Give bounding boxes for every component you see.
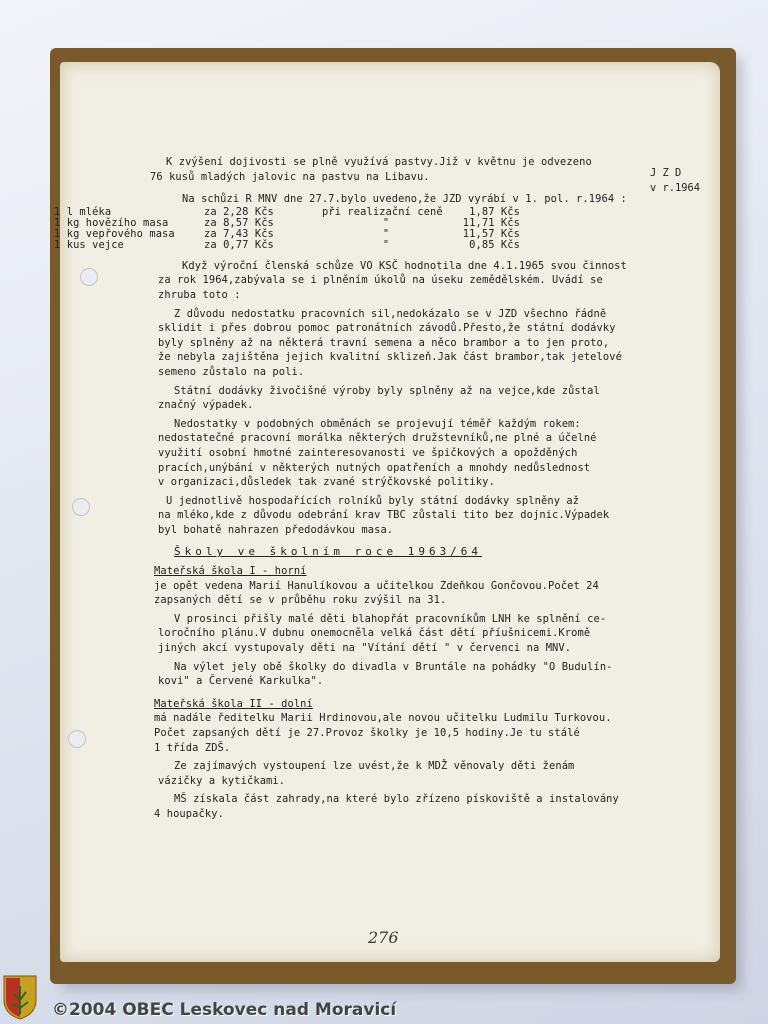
text-line: 1 třída ZDŠ. <box>154 741 231 754</box>
text-line: nedostatečné pracovní morálka některých družstevníků,ne plné a účelné <box>158 432 597 445</box>
typed-text <box>54 155 670 822</box>
text-line: vázičky a kytičkami. <box>158 774 286 787</box>
side-note-line: J Z D <box>650 167 682 179</box>
text-line: Nedostatky v podobných obměnách se projevují téměř každým rokem: <box>174 417 581 430</box>
text-line: Ze zajímavých vystoupení lze uvést,že k MDŽ věnovaly děti ženám <box>174 760 575 773</box>
price-table <box>54 207 520 251</box>
text-line: jiných akcí vystupovaly děti na "Vítání dětí " v červenci na MNV. <box>158 642 572 655</box>
copyright-footer: ©2004 OBEC Leskovec nad Moravicí <box>52 1000 397 1020</box>
punch-hole <box>72 498 90 516</box>
text-line: semeno zůstalo na poli. <box>158 365 305 378</box>
price-cell: za 2,28 Kčs <box>204 205 274 218</box>
price-row <box>54 240 520 251</box>
text-line: MŠ získala část zahrady,na které bylo zřízeno pískoviště a instalovány <box>174 793 619 806</box>
text-line: značný výpadek. <box>158 399 254 412</box>
text-line: Na výlet jely obě školky do divadla v Bruntále na pohádky "O Budulín- <box>174 660 613 673</box>
text-line: je opět vedena Marií Hanulíkovou a učitelkou Zdeňkou Gončovou.Počet 24 <box>154 579 599 592</box>
text-line: loročního plánu.V dubnu onemocněla velká část dětí příušnicemi.Kromě <box>158 627 591 640</box>
text-line: kovi" a Červené Karkulka". <box>158 675 324 688</box>
text-line: Když výroční členská schůze VO KSČ hodnotila dne 4.1.1965 svou činnost <box>182 259 627 272</box>
text-line: že nebyla zajištěna jejich kvalitní sklizeň.Jak část brambor,tak jetelové <box>158 351 622 364</box>
side-note-line: v r.1964 <box>650 181 701 194</box>
text-line: byly splněny až na některá travní semena a něco brambor a to jen proto, <box>158 336 610 349</box>
coat-of-arms-icon <box>2 974 38 1020</box>
price-cell: za 0,77 Kčs <box>204 238 274 251</box>
price-cell: 1 kg vepřového masa <box>54 227 175 240</box>
subsection-title: Mateřská škola I - horní <box>154 565 307 578</box>
text-line: V prosinci přišly malé děti blahopřát pracovníkům LNH ke splnění ce- <box>174 612 607 625</box>
text-line: byl bohatě nahrazen předodávkou masa. <box>158 523 394 536</box>
price-cell: za 7,43 Kčs <box>204 227 274 240</box>
text-line: zhruba toto : <box>158 288 241 301</box>
price-cell: 1 kg hovězího masa <box>54 216 169 229</box>
price-cell: " <box>382 227 390 240</box>
text-line: Počet zapsaných dětí je 27.Provoz školky je 10,5 hodiny.Je tu stálé <box>154 727 580 739</box>
price-cell: 0,85 Kčs <box>469 238 520 251</box>
price-cell: za 8,57 Kčs <box>204 216 274 229</box>
text-line: 76 kusů mladých jalovic na pastvu na Libavu. <box>150 170 430 183</box>
text-line: Na schůzi R MNV dne 27.7.bylo uvedeno,že JZD vyrábí v 1. pol. r.1964 : <box>182 193 627 206</box>
price-cell: " <box>382 238 390 251</box>
price-cell: 11,57 Kčs <box>462 227 520 240</box>
section-heading: Školy ve školním roce 1963/64 <box>174 545 483 559</box>
punch-hole <box>80 268 98 286</box>
text-line: sklidit i přes dobrou pomoc patronátních závodů.Přesto,že státní dodávky <box>158 322 616 335</box>
text-line: K zvýšení dojivosti se plně využívá pastvy.Již v květnu je odvezeno <box>166 156 592 168</box>
page-number: 276 <box>368 928 399 947</box>
text-line: 4 houpačky. <box>154 807 224 820</box>
subsection-title: Mateřská škola II - dolní <box>154 697 313 710</box>
price-cell: při realizační ceně <box>322 205 443 218</box>
text-line: Státní dodávky živočišné výroby byly splněny až na vejce,kde zůstal <box>174 384 600 397</box>
punch-hole <box>68 730 86 748</box>
price-cell: " <box>382 216 390 229</box>
text-line: využití osobní hmotné zainteresovanosti ve špičkových a opožděných <box>158 446 578 459</box>
text-line: zapsaných dětí se v průběhu roku zvýšil na 31. <box>154 594 447 607</box>
price-cell: 1,87 Kčs <box>469 205 520 218</box>
price-cell: 1 l mléka <box>54 205 112 218</box>
text-line: pracích,unýbání v některých nutných opatřeních a mnohdy nedůslednost <box>158 461 591 474</box>
text-line: Z důvodu nedostatku pracovních sil,nedokázalo se v JZD všechno řádně <box>174 307 607 320</box>
text-line: v organizaci,důsledek tak zvané strýčkovské politiky. <box>158 476 495 489</box>
price-cell: 11,71 Kčs <box>462 216 520 229</box>
text-line: U jednotlivě hospodařících rolníků byly státní dodávky splněny až <box>166 494 580 507</box>
text-line: má nadále ředitelku Marii Hrdinovou,ale novou učitelku Ludmilu Turkovou. <box>154 712 612 725</box>
price-cell: 1 kus vejce <box>54 238 124 251</box>
text-line: na mléko,kde z důvodu odebrání krav TBC zůstali tito bez dojnic.Výpadek <box>158 509 610 522</box>
text-line: za rok 1964,zabývala se i plněním úkolů na úseku zemědělském. Uvádí se <box>158 274 603 287</box>
